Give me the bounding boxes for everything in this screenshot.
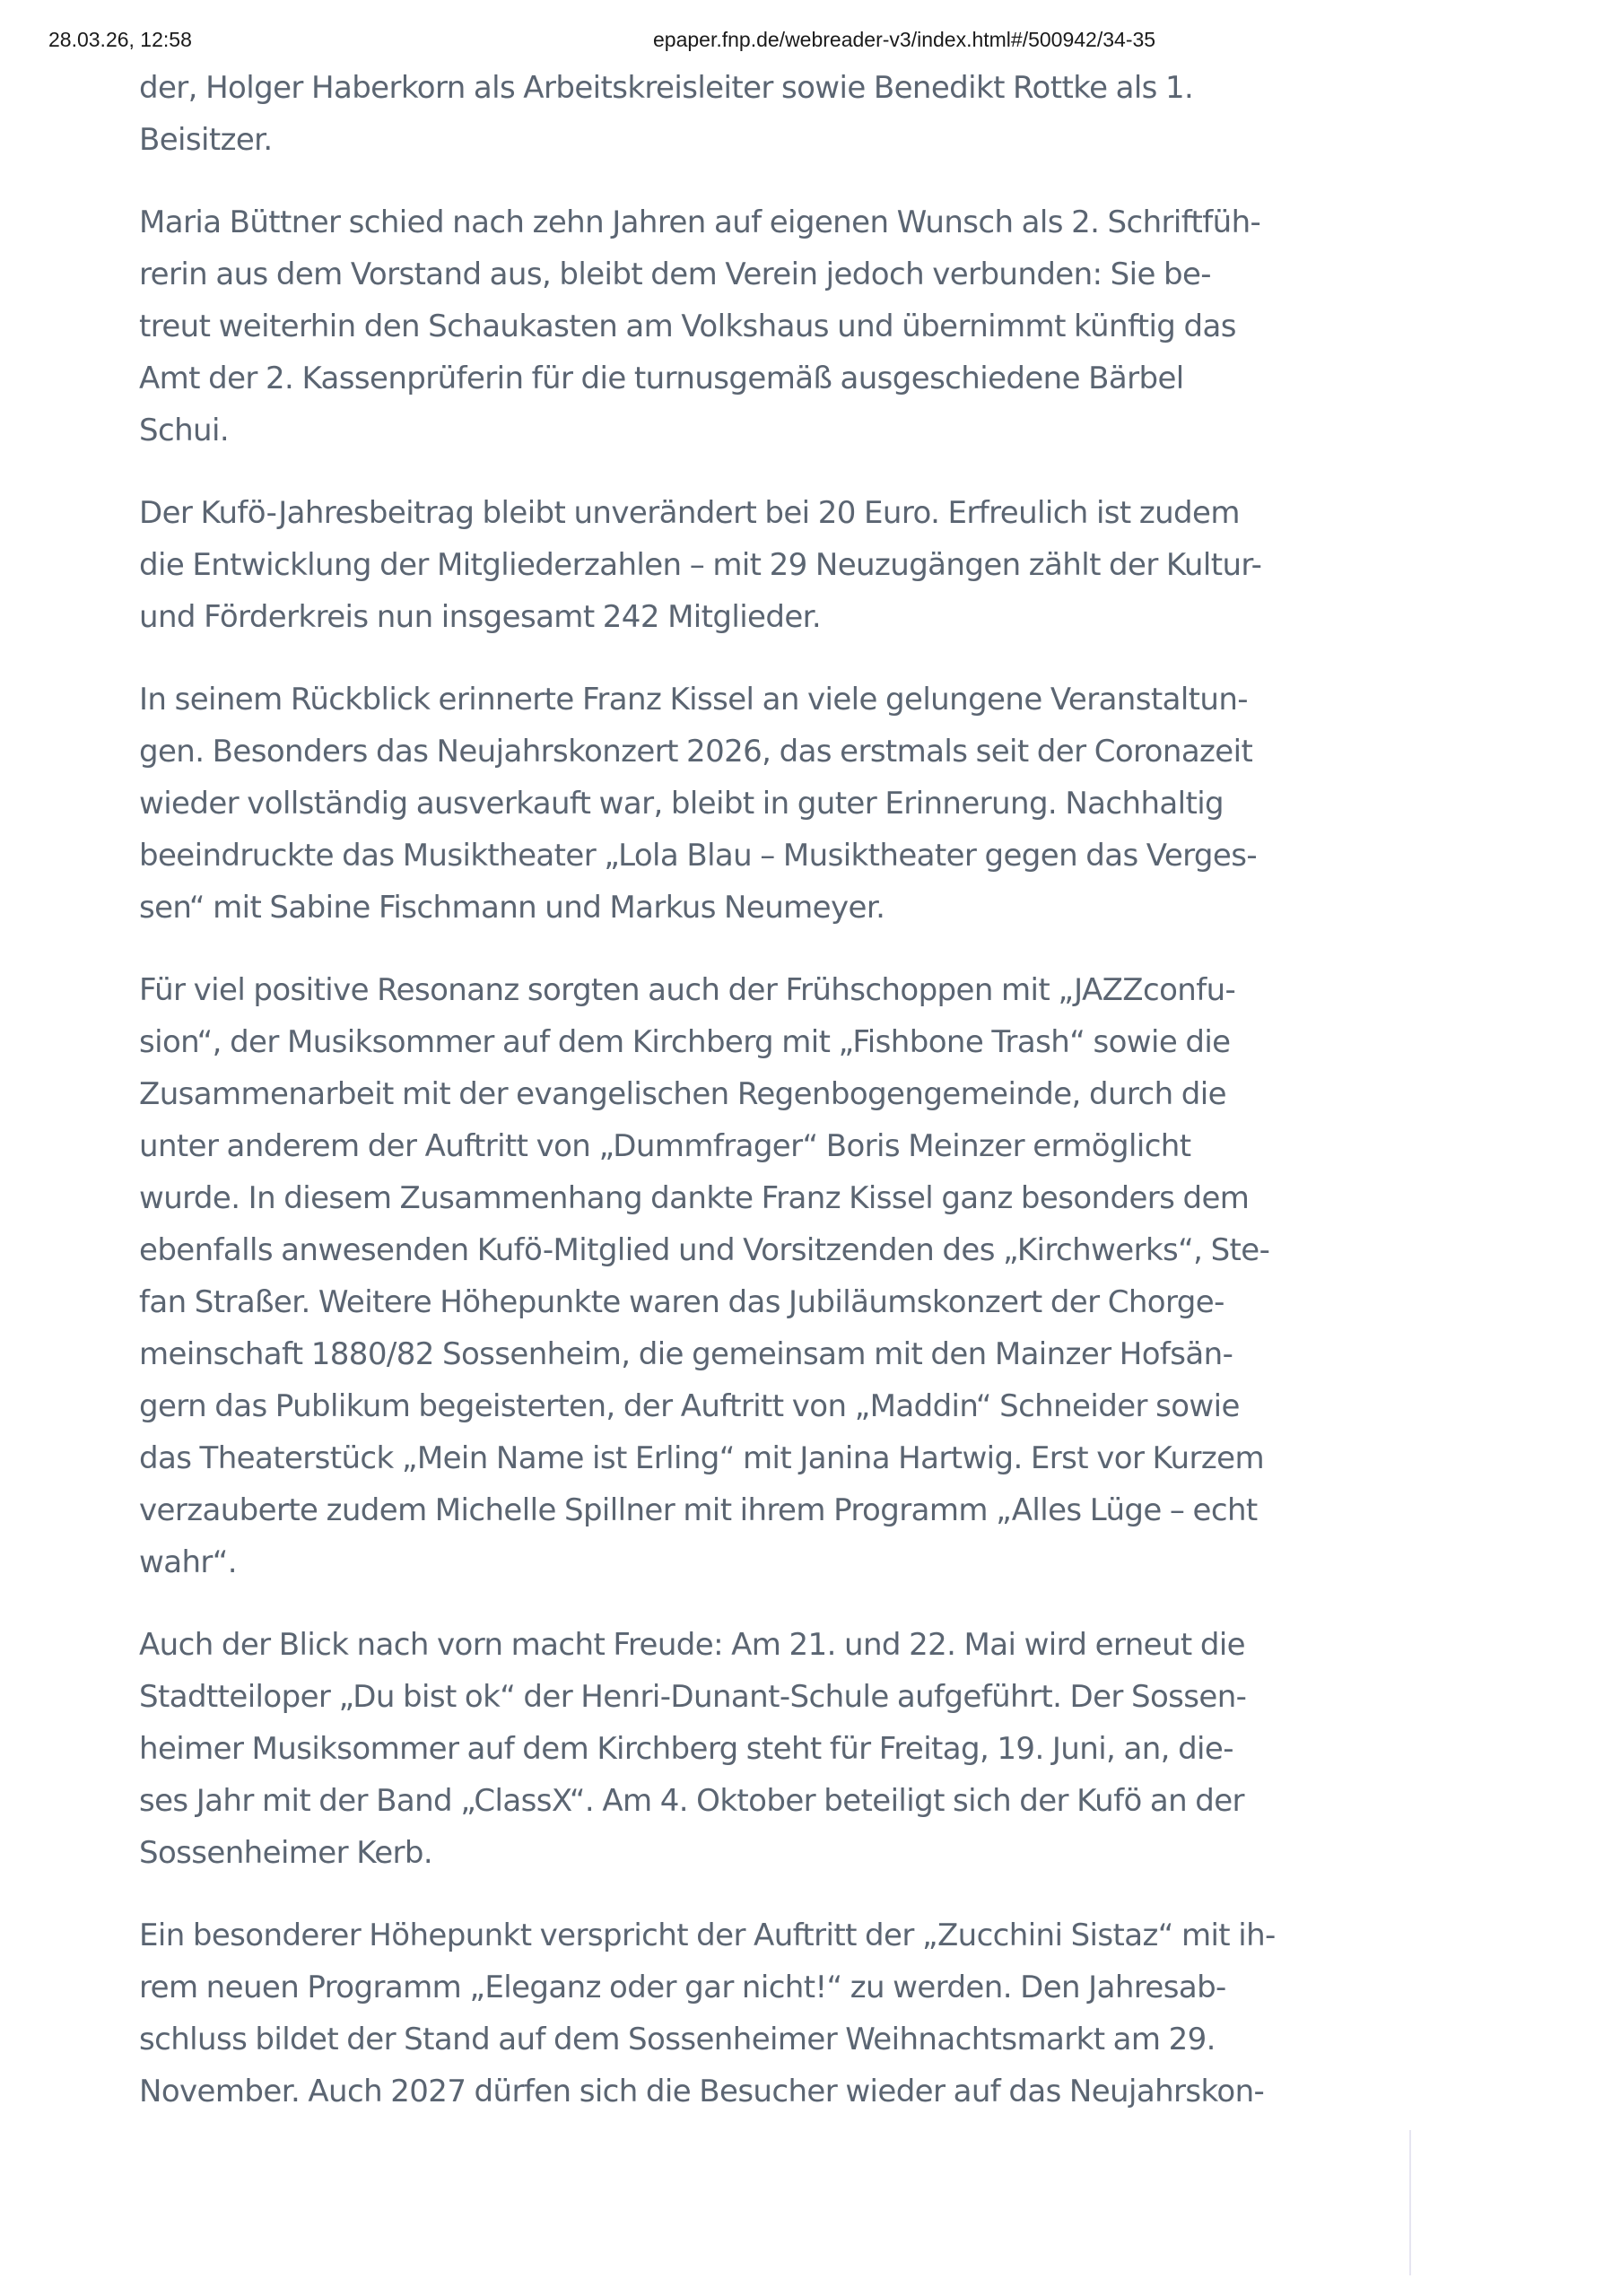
text-line: sion“, der Musiksommer auf dem Kirchberg mit „Fishbone Trash“ sowie die — [139, 1024, 1231, 1060]
text-line: Der Kufö-Jahresbeitrag bleibt unverändert bei 20 Euro. Erfreulich ist zudem — [139, 495, 1240, 531]
text-line: Sossenheimer Kerb. — [139, 1835, 433, 1871]
paragraph-membership-fee — [139, 487, 1503, 643]
text-line: das Theaterstück „Mein Name ist Erling“ mit Janina Hartwig. Erst vor Kurzem — [139, 1440, 1264, 1476]
text-line: schluss bildet der Stand auf dem Sossenheimer Weihnachtsmarkt am 29. — [139, 2022, 1216, 2057]
text-line: sen“ mit Sabine Fischmann und Markus Neumeyer. — [139, 890, 885, 926]
text-line: Maria Büttner schied nach zehn Jahren auf eigenen Wunsch als 2. Schriftfüh- — [139, 204, 1261, 240]
text-line: November. Auch 2027 dürfen sich die Besucher wieder auf das Neujahrskon- — [139, 2074, 1265, 2109]
text-line: meinschaft 1880/82 Sossenheim, die gemeinsam mit den Mainzer Hofsän- — [139, 1336, 1233, 1372]
text-line: die Entwicklung der Mitgliederzahlen – mit 29 Neuzugängen zählt der Kultur- — [139, 547, 1262, 583]
text-line: und Förderkreis nun insgesamt 242 Mitglieder. — [139, 599, 822, 635]
text-line: Ein besonderer Höhepunkt verspricht der Auftritt der „Zucchini Sistaz“ mit ih- — [139, 1918, 1276, 1953]
text-line: fan Straßer. Weitere Höhepunkte waren das Jubiläumskonzert der Chorge- — [139, 1284, 1224, 1320]
text-line: gern das Publikum begeisterten, der Auftritt von „Maddin“ Schneider sowie — [139, 1388, 1240, 1424]
page-edge-divider — [1409, 2130, 1411, 2275]
text-line: Auch der Blick nach vorn macht Freude: Am 21. und 22. Mai wird erneut die — [139, 1627, 1246, 1663]
text-line: Beisitzer. — [139, 122, 273, 158]
text-line: gen. Besonders das Neujahrskonzert 2026, das erstmals seit der Coronazeit — [139, 734, 1253, 770]
paragraph-maria-buettner — [139, 196, 1503, 457]
text-line: beeindruckte das Musiktheater „Lola Blau – Musiktheater gegen das Verges- — [139, 838, 1258, 874]
text-line: unter anderem der Auftritt von „Dummfrager“ Boris Meinzer ermöglicht — [139, 1128, 1191, 1164]
text-line: wieder vollständig ausverkauft war, bleibt in guter Erinnerung. Nachhaltig — [139, 786, 1224, 822]
paragraph-positive-resonance — [139, 964, 1503, 1588]
text-line: wurde. In diesem Zusammenhang dankte Franz Kissel ganz besonders dem — [139, 1180, 1250, 1216]
text-line: Stadtteiloper „Du bist ok“ der Henri-Dunant-Schule aufgeführt. Der Sossen- — [139, 1679, 1247, 1715]
text-line: ebenfalls anwesenden Kufö-Mitglied und Vorsitzenden des „Kirchwerks“, Ste- — [139, 1232, 1270, 1268]
text-line: verzauberte zudem Michelle Spillner mit ihrem Programm „Alles Lüge – echt — [139, 1492, 1258, 1528]
paragraph-board-members — [139, 62, 1503, 166]
paragraph-highlight — [139, 1909, 1503, 2118]
article-body — [139, 62, 1503, 2148]
text-line: treut weiterhin den Schaukasten am Volkshaus und übernimmt künftig das — [139, 309, 1236, 344]
print-datetime: 28.03.26, 12:58 — [48, 28, 192, 51]
text-line: ses Jahr mit der Band „ClassX“. Am 4. Oktober beteiligt sich der Kufö an der — [139, 1783, 1244, 1819]
print-url: epaper.fnp.de/webreader-v3/index.html#/500942/34-35 — [653, 28, 1156, 51]
text-line: wahr“. — [139, 1544, 237, 1580]
text-line: Amt der 2. Kassenprüferin für die turnusgemäß ausgeschiedene Bärbel — [139, 361, 1184, 396]
text-line: Zusammenarbeit mit der evangelischen Regenbogengemeinde, durch die — [139, 1076, 1226, 1112]
text-line: heimer Musiksommer auf dem Kirchberg steht für Freitag, 19. Juni, an, die- — [139, 1731, 1233, 1767]
paragraph-outlook — [139, 1619, 1503, 1879]
text-line: Schui. — [139, 413, 230, 448]
text-line: der, Holger Haberkorn als Arbeitskreisleiter sowie Benedikt Rottke als 1. — [139, 70, 1194, 106]
paragraph-review — [139, 674, 1503, 934]
text-line: rem neuen Programm „Eleganz oder gar nicht!“ zu werden. Den Jahresab- — [139, 1970, 1226, 2005]
text-line: rerin aus dem Vorstand aus, bleibt dem Verein jedoch verbunden: Sie be- — [139, 257, 1211, 292]
text-line: In seinem Rückblick erinnerte Franz Kissel an viele gelungene Veranstaltun- — [139, 682, 1248, 718]
text-line: Für viel positive Resonanz sorgten auch der Frühschoppen mit „JAZZconfu- — [139, 972, 1236, 1008]
print-header — [0, 25, 1621, 54]
